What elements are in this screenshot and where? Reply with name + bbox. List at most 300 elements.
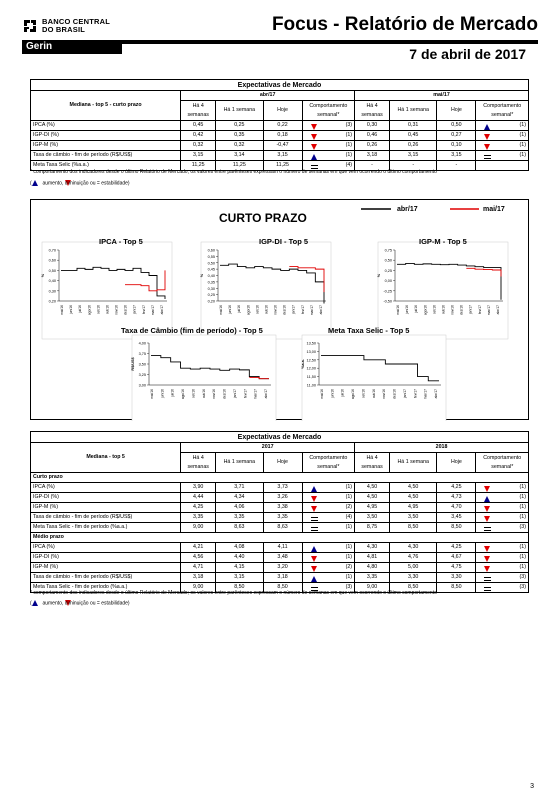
value-cell: 0,32 <box>216 141 263 151</box>
weekly-behavior-cell <box>476 503 529 513</box>
decrease-icon <box>484 516 490 522</box>
weeks-count: (1) <box>519 544 526 550</box>
x-tick-label: nov/16 <box>212 389 217 399</box>
y-tick-label: 0,70 <box>48 248 56 253</box>
x-tick-label: jan/17 <box>468 305 473 314</box>
weeks-count: (4) <box>345 514 353 520</box>
value-cell: 9,00 <box>181 583 216 593</box>
x-tick-label: set/16 <box>191 389 196 398</box>
col-4weeks: Há 4 semanas <box>355 101 390 121</box>
value-cell: 0,46 <box>355 131 390 141</box>
chart-title: IPCA - Top 5 <box>99 237 143 246</box>
value-cell: 0,50 <box>437 121 476 131</box>
increase-icon <box>311 486 317 492</box>
table-row <box>31 523 529 533</box>
y-tick-label: 13,50 <box>306 341 316 346</box>
x-tick-label: jul/16 <box>170 389 175 397</box>
y-tick-label: 3,50 <box>138 362 146 367</box>
y-axis-label: %a.a. <box>301 359 305 369</box>
value-cell: 4,06 <box>216 503 263 513</box>
col-1week: Há 1 semana <box>390 453 437 473</box>
weeks-count: (1) <box>519 504 526 510</box>
value-cell: 3,15 <box>263 151 302 161</box>
weekly-behavior-cell <box>302 131 354 141</box>
x-tick-label: out/16 <box>105 305 110 315</box>
value-cell: 3,20 <box>263 563 302 573</box>
value-cell: 0,18 <box>263 131 302 141</box>
value-cell: 0,45 <box>181 121 216 131</box>
weeks-count: (3) <box>519 524 526 530</box>
col-weekly: Comportamento semanal* <box>476 453 529 473</box>
dept-label: Gerin <box>22 40 122 54</box>
value-cell: 8,63 <box>263 523 302 533</box>
weekly-behavior-cell <box>302 523 354 533</box>
x-tick-label: fev/17 <box>477 305 482 314</box>
y-axis-label: % <box>200 273 204 278</box>
value-cell: 0,45 <box>390 131 437 141</box>
y-tick-label: 11,50 <box>306 375 316 380</box>
y-tick-label: 12,00 <box>306 366 316 371</box>
row-label: Taxa de câmbio - fim de período (R$/US$) <box>31 573 181 583</box>
x-tick-label: mar/17 <box>423 389 428 400</box>
x-tick-label: mai/16 <box>60 305 64 315</box>
weekly-behavior-cell <box>476 151 529 161</box>
table-row <box>31 553 529 563</box>
y-axis-label: % <box>41 273 45 278</box>
value-cell: 8,50 <box>437 523 476 533</box>
col-today: Hoje <box>437 453 476 473</box>
x-tick-label: out/16 <box>264 305 269 315</box>
value-cell: 4,44 <box>181 493 216 503</box>
value-cell: 4,70 <box>437 503 476 513</box>
value-cell: 3,50 <box>355 513 390 523</box>
value-cell: - <box>390 161 437 171</box>
y-tick-label: 0,55 <box>207 254 215 259</box>
value-cell: 4,40 <box>216 553 263 563</box>
stable-icon <box>484 577 491 581</box>
row-label: IGP-DI (%) <box>31 493 181 503</box>
weeks-count: (2) <box>345 504 353 510</box>
y-tick-label: 0,50 <box>207 261 215 266</box>
y-tick-label: 0,75 <box>384 248 392 253</box>
charts-canvas <box>31 200 530 421</box>
x-tick-label: abr/17 <box>319 305 323 315</box>
value-cell: 0,30 <box>355 121 390 131</box>
stable-icon <box>311 527 318 531</box>
weekly-behavior-cell <box>476 543 529 553</box>
value-cell: 0,26 <box>355 141 390 151</box>
x-tick-label: abr/17 <box>160 305 164 315</box>
weeks-count: (3) <box>345 122 353 128</box>
value-cell: 0,42 <box>181 131 216 141</box>
table-row <box>31 513 529 523</box>
weeks-count: (1) <box>519 514 526 520</box>
value-cell: 4,81 <box>355 553 390 563</box>
weeks-count: (4) <box>345 162 353 168</box>
decrease-icon <box>311 506 317 512</box>
y-tick-label: 13,00 <box>306 349 316 354</box>
x-tick-label: ago/16 <box>246 305 251 316</box>
decrease-icon <box>311 144 317 150</box>
x-tick-label: nov/16 <box>450 305 455 315</box>
y-tick-label: 11,00 <box>306 383 316 388</box>
chart-frame <box>132 335 276 421</box>
legend-label: abr/17 <box>397 206 418 213</box>
weeks-count: (1) <box>345 574 353 580</box>
x-tick-label: nov/16 <box>114 305 119 315</box>
col-today: Hoje <box>263 453 302 473</box>
value-cell: 0,10 <box>437 141 476 151</box>
y-axis-label: % <box>377 273 381 278</box>
value-cell: 4,34 <box>216 493 263 503</box>
col-weekly: Comportamento semanal* <box>476 101 529 121</box>
value-cell: 0,22 <box>263 121 302 131</box>
table1-period-1: abr/17 <box>181 91 355 101</box>
weekly-behavior-cell <box>476 573 529 583</box>
x-tick-label: mar/17 <box>486 305 491 316</box>
weeks-count: (1) <box>345 524 353 530</box>
increase-icon <box>484 124 490 130</box>
value-cell: 4,25 <box>181 503 216 513</box>
value-cell: 3,18 <box>181 573 216 583</box>
value-cell: - <box>437 161 476 171</box>
value-cell: 11,25 <box>263 161 302 171</box>
weekly-behavior-cell <box>302 151 354 161</box>
x-tick-label: fev/17 <box>141 305 146 314</box>
weekly-behavior-cell <box>476 513 529 523</box>
x-tick-label: set/16 <box>361 389 366 398</box>
weekly-behavior-cell <box>302 513 354 523</box>
x-tick-label: dez/16 <box>282 305 287 315</box>
decrease-icon <box>484 556 490 562</box>
x-tick-label: abr/17 <box>496 305 500 315</box>
increase-icon <box>484 496 490 502</box>
y-tick-label: 0,40 <box>48 279 56 284</box>
x-tick-label: jan/17 <box>402 389 407 398</box>
table2-period-1: 2017 <box>181 443 355 453</box>
x-tick-label: mai/16 <box>396 305 400 315</box>
value-cell: 8,50 <box>437 583 476 593</box>
y-tick-label: -0,50 <box>383 299 392 304</box>
weeks-count: (1) <box>519 122 526 128</box>
value-cell: 4,25 <box>437 543 476 553</box>
y-tick-label: 0,30 <box>48 289 56 294</box>
x-tick-label: fev/17 <box>300 305 305 314</box>
y-tick-label: 0,35 <box>207 280 215 285</box>
value-cell: 0,27 <box>437 131 476 141</box>
decrease-icon <box>311 566 317 572</box>
chart-title: IGP-DI - Top 5 <box>259 237 309 246</box>
x-tick-label: jan/17 <box>232 389 237 398</box>
weeks-count: (2) <box>345 564 353 570</box>
value-cell: 3,35 <box>355 573 390 583</box>
value-cell: 8,75 <box>355 523 390 533</box>
value-cell: 5,00 <box>390 563 437 573</box>
legend-text: aumento, diminuição ou = estabilidade) <box>42 600 130 607</box>
chart-frame <box>201 242 331 339</box>
row-label: IPCA (%) <box>31 483 181 493</box>
increase-icon <box>311 154 317 160</box>
value-cell: 3,71 <box>216 483 263 493</box>
value-cell: 3,15 <box>390 151 437 161</box>
value-cell: 4,80 <box>355 563 390 573</box>
y-tick-label: 4,00 <box>138 341 146 346</box>
x-tick-label: mai/16 <box>150 389 154 399</box>
row-label: Meta Taxa Selic - fim de período (%a.a.) <box>31 583 181 593</box>
col-4weeks: Há 4 semanas <box>355 453 390 473</box>
chart-frame <box>302 335 446 421</box>
y-tick-label: 0,50 <box>48 268 56 273</box>
x-tick-label: jun/16 <box>330 389 335 398</box>
table2-row-header: Mediana - top 5 <box>31 443 181 473</box>
table1-row-header: Mediana - top 5 - curto prazo <box>31 91 181 121</box>
chart-title: IGP-M - Top 5 <box>419 237 467 246</box>
value-cell: 4,15 <box>216 563 263 573</box>
value-cell: 0,31 <box>390 121 437 131</box>
decrease-icon <box>311 134 317 140</box>
weeks-count: (1) <box>519 142 526 148</box>
value-cell: 3,15 <box>437 151 476 161</box>
increase-icon <box>311 546 317 552</box>
decrease-icon <box>484 546 490 552</box>
value-cell: 0,26 <box>390 141 437 151</box>
weekly-behavior-cell <box>302 553 354 563</box>
value-cell: 4,95 <box>355 503 390 513</box>
row-label: IGP-DI (%) <box>31 131 181 141</box>
increase-icon <box>32 600 38 606</box>
section-label: Médio prazo <box>31 533 529 543</box>
value-cell: 0,35 <box>216 131 263 141</box>
y-tick-label: 0,20 <box>207 299 215 304</box>
stable-icon <box>484 155 491 159</box>
weeks-count: (1) <box>519 132 526 138</box>
weekly-behavior-cell <box>476 563 529 573</box>
value-cell: 4,25 <box>437 483 476 493</box>
x-tick-label: set/16 <box>432 305 437 314</box>
y-tick-label: 0,60 <box>48 258 56 263</box>
value-cell: 4,30 <box>390 543 437 553</box>
decrease-icon <box>311 556 317 562</box>
table1-title: Expectativas de Mercado <box>31 80 529 91</box>
col-today: Hoje <box>263 101 302 121</box>
row-label: IPCA (%) <box>31 543 181 553</box>
weekly-behavior-cell <box>476 161 529 171</box>
decrease-icon <box>484 566 490 572</box>
weeks-count: (1) <box>345 152 353 158</box>
legend-text: aumento, diminuição ou = estabilidade) <box>42 180 130 187</box>
x-tick-label: out/16 <box>441 305 446 315</box>
value-cell: 3,45 <box>437 513 476 523</box>
table-row <box>31 543 529 553</box>
x-tick-label: abr/17 <box>434 389 438 399</box>
weeks-count: (1) <box>345 494 353 500</box>
row-label: Taxa de câmbio - fim de período (R$/US$) <box>31 151 181 161</box>
stable-icon <box>311 517 318 521</box>
section-row <box>31 473 529 483</box>
x-tick-label: fev/17 <box>413 389 418 398</box>
weekly-behavior-cell <box>302 503 354 513</box>
y-tick-label: 3,25 <box>138 373 146 377</box>
value-cell: 4,30 <box>355 543 390 553</box>
col-1week: Há 1 semana <box>216 453 263 473</box>
weekly-behavior-cell <box>302 543 354 553</box>
x-tick-label: out/16 <box>201 389 206 399</box>
row-label: IPCA (%) <box>31 121 181 131</box>
row-label: IGP-DI (%) <box>31 553 181 563</box>
row-label: Taxa de câmbio - fim de período (R$/US$) <box>31 513 181 523</box>
y-tick-label: 0,25 <box>207 293 215 298</box>
x-tick-label: mar/17 <box>309 305 314 316</box>
value-cell: 4,76 <box>390 553 437 563</box>
x-tick-label: mar/17 <box>150 305 155 316</box>
x-tick-label: set/16 <box>255 305 260 314</box>
value-cell: 4,21 <box>181 543 216 553</box>
weekly-behavior-cell <box>302 563 354 573</box>
decrease-icon <box>311 496 317 502</box>
value-cell: 8,50 <box>216 583 263 593</box>
y-axis-label: R$/US$ <box>131 357 135 371</box>
col-weekly: Comportamento semanal* <box>302 101 354 121</box>
weekly-behavior-cell <box>476 131 529 141</box>
weeks-count: (1) <box>519 554 526 560</box>
x-tick-label: ago/16 <box>181 389 186 400</box>
value-cell: 3,35 <box>181 513 216 523</box>
value-cell: 3,30 <box>390 573 437 583</box>
y-tick-label: 0,00 <box>384 279 392 284</box>
x-tick-label: mai/16 <box>219 305 223 315</box>
weeks-count: (1) <box>345 132 353 138</box>
value-cell: - <box>355 161 390 171</box>
y-tick-label: 0,20 <box>48 299 56 304</box>
org-name-line1: BANCO CENTRAL <box>42 17 111 26</box>
table-row <box>31 493 529 503</box>
value-cell: 3,48 <box>263 553 302 563</box>
weeks-count: (3) <box>519 584 526 590</box>
y-tick-label: 0,40 <box>207 274 215 278</box>
legend-label: mai/17 <box>483 206 505 213</box>
y-tick-label: -0,25 <box>383 289 392 294</box>
value-cell: 3,50 <box>390 513 437 523</box>
weekly-behavior-cell <box>302 493 354 503</box>
value-cell: 3,35 <box>216 513 263 523</box>
row-label: IGP-M (%) <box>31 503 181 513</box>
table1-footnote: * comportamento dos indicadores desde o último Relatório de Mercado; os valores entre parênteses expressam o número de semanas em que vem ocorrendo o último comportamento <box>30 169 437 175</box>
x-tick-label: mar/17 <box>253 389 258 400</box>
weeks-count: (1) <box>519 484 526 490</box>
weeks-count: (1) <box>345 484 353 490</box>
page-title: Focus - Relatório de Mercado <box>271 14 538 35</box>
x-tick-label: jul/16 <box>340 389 345 397</box>
value-cell: 8,63 <box>216 523 263 533</box>
x-tick-label: dez/16 <box>459 305 464 315</box>
value-cell: 3,30 <box>437 573 476 583</box>
value-cell: 8,50 <box>263 583 302 593</box>
weeks-count: (3) <box>345 584 353 590</box>
table-row <box>31 121 529 131</box>
value-cell: 11,25 <box>216 161 263 171</box>
table-row <box>31 151 529 161</box>
decrease-icon <box>484 134 490 140</box>
weekly-behavior-cell <box>302 121 354 131</box>
expectations-table-annual <box>30 431 529 593</box>
value-cell: 4,50 <box>390 483 437 493</box>
table-row <box>31 503 529 513</box>
value-cell: 0,25 <box>216 121 263 131</box>
table-row <box>31 573 529 583</box>
value-cell: 9,00 <box>181 523 216 533</box>
weekly-behavior-cell <box>302 141 354 151</box>
table-row <box>31 141 529 151</box>
weeks-count: (1) <box>345 544 353 550</box>
y-tick-label: 0,50 <box>384 258 392 263</box>
table-row <box>31 563 529 573</box>
weekly-behavior-cell <box>476 583 529 593</box>
col-4weeks: Há 4 semanas <box>181 453 216 473</box>
x-tick-label: dez/16 <box>222 389 227 399</box>
value-cell: 3,15 <box>181 151 216 161</box>
x-tick-label: jul/16 <box>237 305 242 313</box>
report-date: 7 de abril de 2017 <box>409 46 526 62</box>
table2-period-2: 2018 <box>355 443 529 453</box>
decrease-icon <box>484 486 490 492</box>
value-cell: 4,73 <box>437 493 476 503</box>
col-1week: Há 1 semana <box>390 101 437 121</box>
chart-title: Taxa de Câmbio (fim de período) - Top 5 <box>121 326 263 335</box>
x-tick-label: jun/16 <box>405 305 410 314</box>
weeks-count: (3) <box>519 574 526 580</box>
value-cell: 3,14 <box>216 151 263 161</box>
row-label: IGP-M (%) <box>31 141 181 151</box>
x-tick-label: ago/16 <box>351 389 356 400</box>
stable-icon <box>484 527 491 531</box>
y-tick-label: 0,30 <box>207 286 215 291</box>
expectations-table-short <box>30 79 529 171</box>
x-tick-label: jan/17 <box>132 305 137 314</box>
row-label: Meta Taxa Selic - fim de período (%a.a.) <box>31 523 181 533</box>
table2-footnote: * comportamento dos indicadores desde o último Relatório de Mercado; os valores entre parênteses expressam o número de semanas em que vem ocorrendo o último comportamento <box>30 590 437 596</box>
row-label: Meta Taxa Selic (%a.a.) <box>31 161 181 171</box>
value-cell: 3,38 <box>263 503 302 513</box>
section-label: Curto prazo <box>31 473 529 483</box>
x-tick-label: jul/16 <box>78 305 83 313</box>
y-tick-label: 0,25 <box>384 268 392 273</box>
col-weekly: Comportamento semanal* <box>302 453 354 473</box>
value-cell: 4,08 <box>216 543 263 553</box>
value-cell: 4,56 <box>181 553 216 563</box>
value-cell: 4,67 <box>437 553 476 563</box>
x-tick-label: jun/16 <box>160 389 165 398</box>
short-term-charts-panel <box>30 199 529 420</box>
header-rule <box>122 40 538 44</box>
value-cell: 8,50 <box>390 523 437 533</box>
x-tick-label: jul/16 <box>414 305 419 313</box>
x-tick-label: nov/16 <box>382 389 387 399</box>
y-tick-label: 0,60 <box>207 248 215 253</box>
col-4weeks: Há 4 semanas <box>181 101 216 121</box>
table2-legend: ( aumento, diminuição ou = estabilidade) <box>30 600 130 607</box>
x-tick-label: nov/16 <box>273 305 278 315</box>
row-label: IGP-M (%) <box>31 563 181 573</box>
y-tick-label: 12,50 <box>306 358 316 363</box>
value-cell: 4,50 <box>390 493 437 503</box>
chart-frame <box>378 242 508 339</box>
table2-title: Expectativas de Mercado <box>31 432 529 443</box>
value-cell: 11,25 <box>181 161 216 171</box>
x-tick-label: fev/17 <box>243 389 248 398</box>
x-tick-label: dez/16 <box>123 305 128 315</box>
value-cell: 3,73 <box>263 483 302 493</box>
weeks-count: (1) <box>345 554 353 560</box>
